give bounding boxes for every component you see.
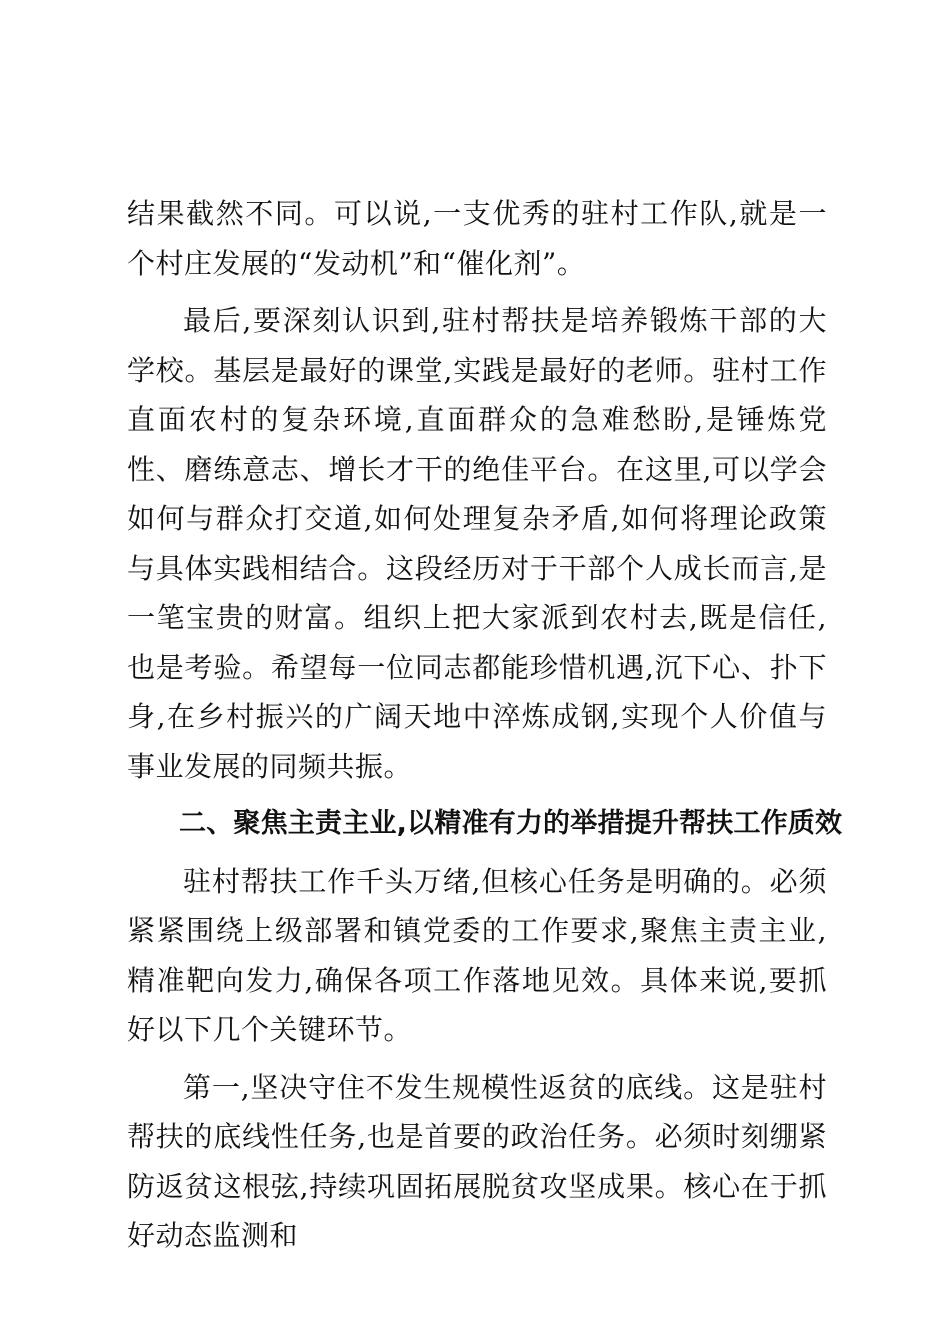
paragraph-cadre-training: 最后,要深刻认识到,驻村帮扶是培养锻炼干部的大学校。基层是最好的课堂,实践是最好的老师。驻村工作直面农村的复杂环境,直面群众的急难愁盼,是锤炼党性、磨练意志、增长才干的绝佳平台。在这里,可以学会如何与群众打交道,如何处理复杂矛盾,如何将理论政策与具体实践相结合。这段经历对于干部个人成长而言,是一笔宝贵的财富。组织上把大家派到农村去,既是信任,也是考验。希望每一位同志都能珍惜机遇,沉下心、扑下身,在乡村振兴的广阔天地中淬炼成钢,实现个人价值与事业发展的同频共振。 bbox=[127, 304, 827, 783]
paragraph-continuation: 结果截然不同。可以说,一支优秀的驻村工作队,就是一个村庄发展的“发动机”和“催化剂”。 bbox=[127, 197, 827, 280]
paragraph-first-point: 第一,坚决守住不发生规模性返贫的底线。这是驻村帮扶的底线性任务,也是首要的政治任务。必须时刻绷紧防返贫这根弦,持续巩固拓展脱贫攻坚成果。核心在于抓好动态监测和 bbox=[127, 1070, 827, 1252]
paragraph-core-tasks: 驻村帮扶工作千头万绪,但核心任务是明确的。必须紧紧围绕上级部署和镇党委的工作要求,聚焦主责主业,精准靶向发力,确保各项工作落地见效。具体来说,要抓好以下几个关键环节。 bbox=[127, 864, 827, 1046]
section-heading-two: 二、聚焦主责主业,以精准有力的举措提升帮扶工作质效 bbox=[179, 808, 843, 839]
document-body bbox=[127, 189, 843, 1269]
